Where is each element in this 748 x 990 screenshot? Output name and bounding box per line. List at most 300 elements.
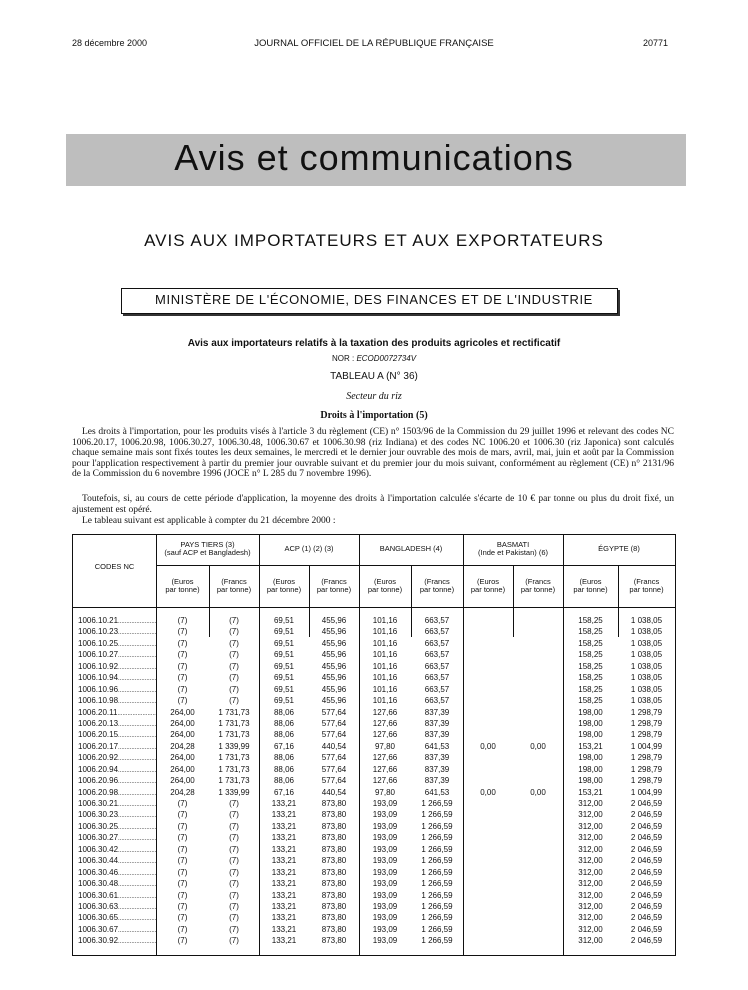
value-cell: 663,57	[424, 684, 450, 694]
value-cell: 198,00	[578, 753, 603, 763]
value-cell: 455,96	[321, 650, 347, 660]
code-nc-cell: 1006.10.21 .....	[78, 615, 156, 628]
value-cell: 577,64	[321, 718, 347, 728]
tableau-heading: TABLEAU A (N° 36)	[330, 371, 418, 382]
value-cell: 158,25	[578, 696, 603, 706]
value-cell: 1 004,99	[630, 787, 663, 797]
value-cell: 312,00	[578, 901, 603, 911]
value-cell: 2 046,59	[630, 833, 663, 843]
value-cell: 69,51	[273, 616, 295, 625]
value-cell: 1 298,79	[630, 707, 663, 717]
value-cell: 2 046,59	[630, 810, 663, 820]
duties-table	[72, 534, 676, 956]
value-cell: 2 046,59	[630, 799, 663, 808]
table-row	[73, 615, 675, 626]
value-cell: 264,00	[170, 707, 195, 717]
value-cell: (7)	[177, 650, 188, 660]
value-cell: (7)	[177, 696, 188, 706]
value-cell: 158,25	[578, 627, 603, 637]
value-cell: 1 004,99	[630, 741, 663, 751]
value-cell: 69,51	[273, 638, 295, 648]
value-cell: 1 731,73	[218, 764, 250, 774]
value-cell: (7)	[229, 844, 239, 854]
value-cell: 1 298,79	[630, 764, 663, 774]
header-journal-title: JOURNAL OFFICIEL DE LA RÉPUBLIQUE FRANÇAISE	[254, 38, 494, 49]
value-cell: 133,21	[271, 833, 297, 843]
code-nc-cell: 1006.20.98 .....	[78, 787, 156, 800]
codes-nc-header: CODES NC	[94, 562, 135, 571]
value-cell: (7)	[177, 810, 188, 820]
table-row	[73, 672, 675, 683]
value-cell: (7)	[177, 867, 188, 877]
code-nc-cell: 1006.10.25 .....	[78, 638, 156, 651]
value-cell: 1 038,05	[630, 627, 663, 637]
value-cell: 663,57	[424, 638, 450, 648]
table-row	[73, 924, 675, 935]
value-cell: (7)	[177, 924, 188, 934]
value-cell: 873,80	[321, 913, 347, 923]
value-cell: 873,80	[321, 810, 347, 820]
subheader-euros: (Euros par tonne)	[573, 577, 608, 594]
value-cell: 312,00	[578, 833, 603, 843]
notice-title: Avis aux importateurs relatifs à la taxation des produits agricoles et rectificatif	[187, 338, 561, 349]
value-cell: (7)	[229, 913, 239, 923]
table-row	[73, 729, 675, 740]
value-cell: 193,09	[372, 799, 398, 808]
subheader-euros: (Euros par tonne)	[470, 577, 506, 594]
value-cell: 455,96	[321, 673, 347, 683]
value-cell: (7)	[177, 684, 188, 694]
value-cell: 440,54	[321, 741, 347, 751]
value-cell: 1 298,79	[630, 718, 663, 728]
value-cell: 1 298,79	[630, 730, 663, 740]
value-cell: 312,00	[578, 799, 603, 808]
value-cell: 264,00	[170, 764, 195, 774]
value-cell: 2 046,59	[630, 856, 663, 866]
value-cell: 641,53	[424, 787, 450, 797]
table-row	[73, 695, 675, 706]
value-cell: (7)	[229, 810, 239, 820]
value-cell: 2 046,59	[630, 924, 663, 934]
value-cell: 193,09	[372, 913, 398, 923]
table-row	[73, 661, 675, 672]
value-cell: 1 038,05	[630, 616, 663, 625]
value-cell: 312,00	[578, 844, 603, 854]
value-cell: 193,09	[372, 924, 398, 934]
value-cell: 133,21	[271, 799, 297, 808]
value-cell: 663,57	[424, 696, 450, 706]
value-cell: 193,09	[372, 901, 398, 911]
page-header	[0, 38, 748, 52]
value-cell: 153,21	[578, 787, 603, 797]
value-cell: 127,66	[372, 730, 398, 740]
value-cell: 2 046,59	[630, 901, 663, 911]
code-nc-cell: 1006.30.23 .....	[78, 809, 156, 822]
value-cell: 1 266,59	[421, 890, 453, 900]
value-cell: (7)	[177, 833, 188, 843]
value-cell: 312,00	[578, 879, 603, 889]
group-bangladesh: BANGLADESH (4)	[379, 544, 443, 553]
value-cell: 127,66	[372, 764, 398, 774]
value-cell: 455,96	[321, 696, 347, 706]
value-cell: 198,00	[578, 764, 603, 774]
value-cell: 264,00	[170, 730, 195, 740]
value-cell: 193,09	[372, 890, 398, 900]
nor-code: ECOD0072734V	[356, 354, 417, 363]
value-cell: 1 266,59	[421, 879, 453, 889]
value-cell: 2 046,59	[630, 867, 663, 877]
value-cell: 158,25	[578, 684, 603, 694]
value-cell: 193,09	[372, 856, 398, 866]
value-cell: 1 298,79	[630, 753, 663, 763]
subheader-francs: (Francs par tonne)	[520, 577, 556, 594]
value-cell: (7)	[229, 661, 239, 671]
table-row	[73, 935, 675, 946]
value-cell: 440,54	[321, 787, 347, 797]
table-row	[73, 878, 675, 889]
value-cell: 1 038,05	[630, 673, 663, 683]
value-cell: (7)	[177, 673, 188, 683]
value-cell: 101,16	[372, 673, 398, 683]
value-cell: 101,16	[372, 627, 398, 637]
code-nc-cell: 1006.20.96 .....	[78, 775, 156, 788]
value-cell: 577,64	[321, 707, 347, 717]
banner-title: Avis et communications	[174, 137, 574, 178]
value-cell: 101,16	[372, 696, 398, 706]
subheader-francs: (Francs par tonne)	[419, 577, 455, 594]
value-cell: 69,51	[273, 661, 295, 671]
value-cell: (7)	[177, 638, 188, 648]
value-cell: 663,57	[424, 673, 450, 683]
paragraph-2: Toutefois, si, au cours de cette période d'application, la moyenne des droits à l'importation calculée s'écarte de 10 € par tonne ou plus du droit fixé, un ajustement est opéré.	[72, 494, 674, 515]
value-cell: 1 298,79	[630, 776, 663, 786]
value-cell: 1 038,05	[630, 638, 663, 648]
subheader-euros: (Euros par tonne)	[165, 577, 200, 594]
value-cell: 577,64	[321, 753, 347, 763]
table-row	[73, 890, 675, 901]
subheader-francs: (Francs par tonne)	[316, 577, 352, 594]
value-cell: 133,21	[271, 901, 297, 911]
value-cell: 312,00	[578, 810, 603, 820]
value-cell: 133,21	[271, 913, 297, 923]
value-cell: 873,80	[321, 821, 347, 831]
group-pays-tiers: PAYS TIERS (3) (sauf ACP et Bangladesh)	[164, 540, 251, 557]
value-cell: 158,25	[578, 616, 603, 625]
value-cell: 1 266,59	[421, 833, 453, 843]
table-row	[73, 901, 675, 912]
value-cell: (7)	[229, 627, 239, 637]
value-cell: 577,64	[321, 776, 347, 786]
value-cell: 1 038,05	[630, 696, 663, 706]
subheader-francs: (Francs par tonne)	[216, 577, 252, 594]
code-nc-cell: 1006.30.42 .....	[78, 844, 156, 857]
table-row	[73, 844, 675, 855]
droits-heading: Droits à l'importation (5)	[320, 410, 428, 421]
value-cell: 127,66	[372, 707, 398, 717]
value-cell: 837,39	[424, 776, 450, 786]
value-cell: 1 339,99	[218, 741, 250, 751]
value-cell: 193,09	[372, 810, 398, 820]
value-cell: 663,57	[424, 650, 450, 660]
value-cell: 1 266,59	[421, 936, 453, 946]
ministry-name: MINISTÈRE DE L'ÉCONOMIE, DES FINANCES ET DE L'INDUSTRIE	[155, 292, 593, 307]
value-cell: 67,16	[273, 741, 295, 751]
table-row	[73, 787, 675, 798]
value-cell: 193,09	[372, 821, 398, 831]
value-cell: (7)	[177, 901, 188, 911]
value-cell: 69,51	[273, 673, 295, 683]
value-cell: 0,00	[480, 741, 496, 751]
table-body	[73, 615, 675, 947]
nor-label: NOR :	[331, 354, 355, 363]
header-date: 28 décembre 2000	[72, 38, 148, 48]
value-cell: 663,57	[424, 661, 450, 671]
value-cell: 873,80	[321, 901, 347, 911]
value-cell: 198,00	[578, 707, 603, 717]
code-nc-cell: 1006.20.13 .....	[78, 718, 156, 731]
table-row	[73, 912, 675, 923]
code-nc-cell: 1006.20.15 .....	[78, 729, 156, 742]
value-cell: 1 266,59	[421, 867, 453, 877]
value-cell: (7)	[229, 867, 239, 877]
code-nc-cell: 1006.30.44 .....	[78, 855, 156, 868]
value-cell: 873,80	[321, 890, 347, 900]
table-row	[73, 867, 675, 878]
value-cell: 193,09	[372, 844, 398, 854]
value-cell: 873,80	[321, 844, 347, 854]
code-nc-cell: 1006.10.27 .....	[78, 649, 156, 662]
code-nc-cell: 1006.10.98 .....	[78, 695, 156, 708]
value-cell: 88,06	[273, 718, 295, 728]
value-cell: 2 046,59	[630, 890, 663, 900]
value-cell: 88,06	[273, 764, 295, 774]
nor-reference	[0, 354, 748, 363]
value-cell: 127,66	[372, 718, 398, 728]
group-egypte: ÉGYPTE (8)	[598, 544, 640, 553]
value-cell: 264,00	[170, 753, 195, 763]
value-cell: 1 339,99	[218, 787, 250, 797]
value-cell: (7)	[229, 901, 239, 911]
value-cell: 1 038,05	[630, 650, 663, 660]
value-cell: 455,96	[321, 627, 347, 637]
value-cell: (7)	[229, 616, 239, 625]
table-row	[73, 638, 675, 649]
code-nc-cell: 1006.30.27 .....	[78, 832, 156, 845]
value-cell: 837,39	[424, 718, 450, 728]
value-cell: (7)	[177, 844, 188, 854]
table-row	[73, 741, 675, 752]
value-cell: (7)	[229, 890, 239, 900]
value-cell: (7)	[229, 936, 239, 946]
value-cell: 193,09	[372, 879, 398, 889]
value-cell: 88,06	[273, 707, 295, 717]
value-cell: (7)	[229, 879, 239, 889]
value-cell: 1 266,59	[421, 821, 453, 831]
value-cell: 97,80	[374, 741, 396, 751]
value-cell: 101,16	[372, 616, 398, 625]
code-nc-cell: 1006.20.94 .....	[78, 764, 156, 777]
table-row	[73, 718, 675, 729]
value-cell: 1 266,59	[421, 810, 453, 820]
value-cell: 1 266,59	[421, 924, 453, 934]
value-cell: 873,80	[321, 867, 347, 877]
value-cell: 1 266,59	[421, 799, 453, 808]
value-cell: 663,57	[424, 616, 450, 625]
code-nc-cell: 1006.20.11 .....	[78, 707, 156, 720]
value-cell: 0,00	[530, 787, 546, 797]
value-cell: 873,80	[321, 833, 347, 843]
value-cell: 264,00	[170, 776, 195, 786]
value-cell: 133,21	[271, 821, 297, 831]
value-cell: 1 038,05	[630, 661, 663, 671]
table-row	[73, 707, 675, 718]
value-cell: (7)	[177, 913, 188, 923]
value-cell: 2 046,59	[630, 844, 663, 854]
value-cell: (7)	[177, 661, 188, 671]
value-cell: 193,09	[372, 867, 398, 877]
code-nc-cell: 1006.30.65 .....	[78, 912, 156, 925]
code-nc-cell: 1006.10.92 .....	[78, 661, 156, 674]
value-cell: 873,80	[321, 936, 347, 946]
table-row	[73, 798, 675, 809]
subheader-euros: (Euros par tonne)	[367, 577, 403, 594]
table-row	[73, 626, 675, 637]
value-cell: 88,06	[273, 753, 295, 763]
value-cell: 2 046,59	[630, 821, 663, 831]
value-cell: 198,00	[578, 718, 603, 728]
value-cell: 0,00	[480, 787, 496, 797]
table-row	[73, 684, 675, 695]
value-cell: 101,16	[372, 638, 398, 648]
value-cell: 641,53	[424, 741, 450, 751]
value-cell: 1 266,59	[421, 901, 453, 911]
value-cell: (7)	[229, 799, 239, 808]
section-title: AVIS AUX IMPORTATEURS ET AUX EXPORTATEURS	[144, 231, 604, 250]
value-cell: 837,39	[424, 764, 450, 774]
value-cell: (7)	[229, 856, 239, 866]
group-basmati: BASMATI (Inde et Pakistan) (6)	[477, 540, 549, 557]
code-nc-cell: 1006.20.92 .....	[78, 752, 156, 765]
value-cell: 2 046,59	[630, 879, 663, 889]
value-cell: 2 046,59	[630, 936, 663, 946]
value-cell: (7)	[177, 616, 188, 625]
value-cell: (7)	[229, 821, 239, 831]
secteur-heading: Secteur du riz	[346, 391, 402, 402]
value-cell: 127,66	[372, 776, 398, 786]
value-cell: 455,96	[321, 616, 347, 625]
value-cell: 133,21	[271, 879, 297, 889]
value-cell: (7)	[177, 821, 188, 831]
value-cell: 1 731,73	[218, 753, 250, 763]
subheader-francs: (Francs par tonne)	[629, 577, 664, 594]
value-cell: 1 038,05	[630, 684, 663, 694]
paragraph-3: Le tableau suivant est applicable à compter du 21 décembre 2000 :	[82, 516, 336, 526]
code-nc-cell: 1006.30.92 .....	[78, 935, 156, 948]
paragraph-1: Les droits à l'importation, pour les produits visés à l'article 3 du règlement (CE) n° 1503/96 de la Commission du 29 juillet 1996 et relevant des codes NC 1006.20.17, 1006.20.98, 1006.30.27, 1006.30.48, 1006.30.67 et 1006.30.98 (riz Indiana) et des codes NC 1006.20 et 1006.30 (riz Japonica) sont calculés chaque semaine mais sont fixés toutes les deux semaines, le mercredi et le dernier jour ouvrable des mois de mars, avril, mai, juin et août par la Commission pour l'application respectivement à partir du premier jour ouvrable suivant et du premier jour du mois suivant, conformément au règlement (CE) n° 2131/96 de la Commission du 6 novembre 1996 (JOCE n° L 285 du 7 novembre 1996).	[72, 427, 674, 479]
value-cell: (7)	[177, 627, 188, 637]
code-nc-cell: 1006.30.21 .....	[78, 798, 156, 811]
value-cell: 312,00	[578, 924, 603, 934]
value-cell: 193,09	[372, 833, 398, 843]
code-nc-cell: 1006.30.46 .....	[78, 867, 156, 880]
value-cell: 158,25	[578, 650, 603, 660]
value-cell: 133,21	[271, 890, 297, 900]
code-nc-cell: 1006.30.61 .....	[78, 890, 156, 903]
value-cell: 2 046,59	[630, 913, 663, 923]
value-cell: (7)	[229, 650, 239, 660]
value-cell: 873,80	[321, 856, 347, 866]
value-cell: 198,00	[578, 730, 603, 740]
value-cell: 312,00	[578, 913, 603, 923]
value-cell: 97,80	[374, 787, 396, 797]
table-row	[73, 821, 675, 832]
value-cell: 101,16	[372, 650, 398, 660]
value-cell: 133,21	[271, 867, 297, 877]
value-cell: 193,09	[372, 936, 398, 946]
code-nc-cell: 1006.30.48 .....	[78, 878, 156, 891]
value-cell: 88,06	[273, 776, 295, 786]
value-cell: 69,51	[273, 627, 295, 637]
value-cell: (7)	[177, 936, 188, 946]
value-cell: 133,21	[271, 936, 297, 946]
value-cell: 312,00	[578, 890, 603, 900]
value-cell: 101,16	[372, 661, 398, 671]
table-row	[73, 764, 675, 775]
value-cell: 837,39	[424, 753, 450, 763]
value-cell: 101,16	[372, 684, 398, 694]
value-cell: 873,80	[321, 879, 347, 889]
value-cell: 204,28	[170, 741, 195, 751]
subheader-euros: (Euros par tonne)	[266, 577, 302, 594]
value-cell: 88,06	[273, 730, 295, 740]
value-cell: 204,28	[170, 787, 195, 797]
value-cell: 133,21	[271, 856, 297, 866]
value-cell: 873,80	[321, 924, 347, 934]
value-cell: 1 731,73	[218, 730, 250, 740]
value-cell: 455,96	[321, 638, 347, 648]
value-cell: 577,64	[321, 764, 347, 774]
value-cell: (7)	[229, 684, 239, 694]
value-cell: (7)	[229, 638, 239, 648]
value-cell: (7)	[177, 879, 188, 889]
value-cell: 1 266,59	[421, 913, 453, 923]
value-cell: 133,21	[271, 924, 297, 934]
value-cell: (7)	[229, 833, 239, 843]
code-nc-cell: 1006.10.23 .....	[78, 626, 156, 639]
value-cell: 577,64	[321, 730, 347, 740]
value-cell: (7)	[229, 673, 239, 683]
value-cell: (7)	[177, 890, 188, 900]
value-cell: 1 266,59	[421, 856, 453, 866]
value-cell: 69,51	[273, 684, 295, 694]
value-cell: 67,16	[273, 787, 295, 797]
value-cell: 837,39	[424, 707, 450, 717]
value-cell: 127,66	[372, 753, 398, 763]
value-cell: 133,21	[271, 844, 297, 854]
code-nc-cell: 1006.10.96 .....	[78, 684, 156, 697]
value-cell: (7)	[177, 856, 188, 866]
table-row	[73, 832, 675, 843]
value-cell: 663,57	[424, 627, 450, 637]
value-cell: 0,00	[530, 741, 546, 751]
table-row	[73, 809, 675, 820]
code-nc-cell: 1006.10.94 .....	[78, 672, 156, 685]
code-nc-cell: 1006.30.25 .....	[78, 821, 156, 834]
value-cell: 312,00	[578, 867, 603, 877]
value-cell: 1 731,73	[218, 718, 250, 728]
header-page-number: 20771	[642, 38, 668, 48]
code-nc-cell: 1006.30.63 .....	[78, 901, 156, 914]
